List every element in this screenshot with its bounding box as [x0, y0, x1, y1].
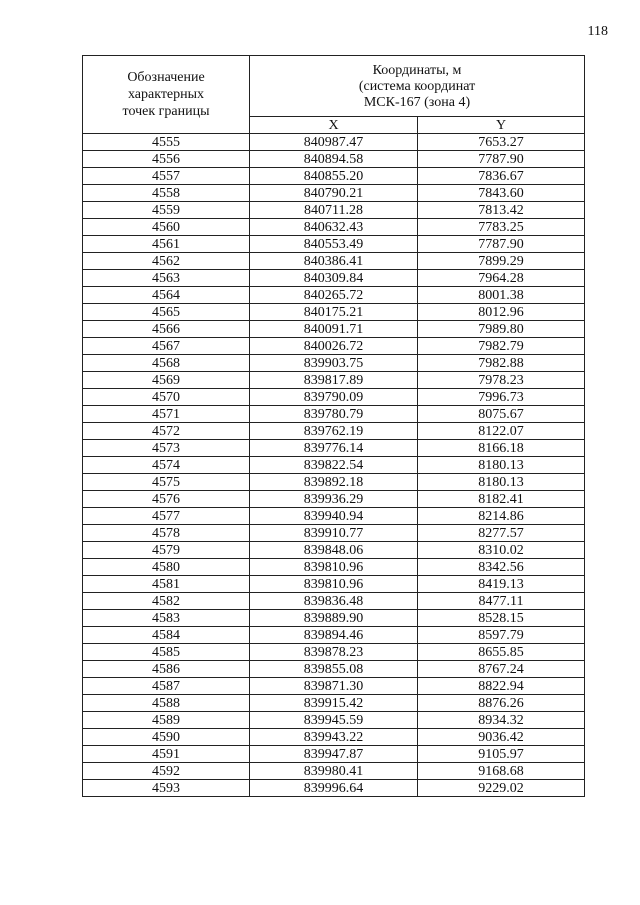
- point-number-cell: 4570: [83, 389, 250, 406]
- x-coordinate-cell: 839980.41: [250, 763, 418, 780]
- point-number-cell: 4581: [83, 576, 250, 593]
- y-coordinate-cell: 8310.02: [418, 542, 585, 559]
- y-coordinate-cell: 9229.02: [418, 780, 585, 797]
- x-coordinate-cell: 839947.87: [250, 746, 418, 763]
- point-number-cell: 4577: [83, 508, 250, 525]
- x-coordinate-cell: 839910.77: [250, 525, 418, 542]
- x-coordinate-cell: 839855.08: [250, 661, 418, 678]
- y-coordinate-cell: 8166.18: [418, 440, 585, 457]
- y-coordinate-cell: 8001.38: [418, 287, 585, 304]
- table-row: [83, 508, 585, 525]
- point-number-cell: 4566: [83, 321, 250, 338]
- point-number-cell: 4555: [83, 134, 250, 151]
- coordinates-header: [250, 56, 585, 117]
- y-coordinate-cell: 7653.27: [418, 134, 585, 151]
- point-number-cell: 4569: [83, 372, 250, 389]
- table-row: [83, 151, 585, 168]
- coords-label-line-3: МСК-167 (зона 4): [363, 95, 471, 110]
- point-number-cell: 4588: [83, 695, 250, 712]
- y-coordinate-cell: 8075.67: [418, 406, 585, 423]
- x-coordinate-cell: 839871.30: [250, 678, 418, 695]
- x-coordinate-cell: 839836.48: [250, 593, 418, 610]
- x-coordinate-cell: 840553.49: [250, 236, 418, 253]
- x-coordinate-cell: 840790.21: [250, 185, 418, 202]
- point-number-cell: 4558: [83, 185, 250, 202]
- x-coordinate-cell: 839762.19: [250, 423, 418, 440]
- table-row: [83, 270, 585, 287]
- x-coordinate-cell: 839878.23: [250, 644, 418, 661]
- x-coordinate-cell: 839894.46: [250, 627, 418, 644]
- col-x-header: X: [250, 117, 418, 134]
- y-coordinate-cell: 7989.80: [418, 321, 585, 338]
- point-number-cell: 4590: [83, 729, 250, 746]
- table-row: [83, 338, 585, 355]
- coords-label-line-1: Координаты, м: [372, 63, 462, 78]
- table-row: [83, 678, 585, 695]
- x-coordinate-cell: 839915.42: [250, 695, 418, 712]
- y-coordinate-cell: 8528.15: [418, 610, 585, 627]
- x-coordinate-cell: 840309.84: [250, 270, 418, 287]
- point-number-cell: 4582: [83, 593, 250, 610]
- x-coordinate-cell: 839776.14: [250, 440, 418, 457]
- x-coordinate-cell: 840386.41: [250, 253, 418, 270]
- col-y-header: Y: [418, 117, 585, 134]
- table-row: [83, 304, 585, 321]
- x-coordinate-cell: 839945.59: [250, 712, 418, 729]
- y-coordinate-cell: 7982.88: [418, 355, 585, 372]
- point-label-line-3: точек границы: [122, 104, 210, 119]
- x-coordinate-cell: 840265.72: [250, 287, 418, 304]
- point-label-line-2: характерных: [127, 87, 205, 102]
- table-row: [83, 576, 585, 593]
- y-coordinate-cell: 7836.67: [418, 168, 585, 185]
- y-coordinate-cell: 8012.96: [418, 304, 585, 321]
- y-coordinate-cell: 8214.86: [418, 508, 585, 525]
- point-number-cell: 4587: [83, 678, 250, 695]
- x-coordinate-cell: 840711.28: [250, 202, 418, 219]
- y-coordinate-cell: 7982.79: [418, 338, 585, 355]
- table-row: [83, 627, 585, 644]
- y-coordinate-cell: 7964.28: [418, 270, 585, 287]
- x-coordinate-cell: 839940.94: [250, 508, 418, 525]
- x-coordinate-cell: 839903.75: [250, 355, 418, 372]
- point-number-cell: 4575: [83, 474, 250, 491]
- y-coordinate-cell: 9036.42: [418, 729, 585, 746]
- point-number-cell: 4565: [83, 304, 250, 321]
- y-coordinate-cell: 8277.57: [418, 525, 585, 542]
- table-row: [83, 491, 585, 508]
- point-number-cell: 4557: [83, 168, 250, 185]
- point-number-cell: 4584: [83, 627, 250, 644]
- table-row: [83, 695, 585, 712]
- y-coordinate-cell: 9168.68: [418, 763, 585, 780]
- table-row: [83, 168, 585, 185]
- x-coordinate-cell: 839780.79: [250, 406, 418, 423]
- point-number-cell: 4573: [83, 440, 250, 457]
- point-number-cell: 4568: [83, 355, 250, 372]
- table-row: [83, 406, 585, 423]
- y-coordinate-cell: 7996.73: [418, 389, 585, 406]
- table-body: [83, 134, 585, 797]
- point-number-cell: 4563: [83, 270, 250, 287]
- table-row: [83, 372, 585, 389]
- x-coordinate-cell: 839889.90: [250, 610, 418, 627]
- y-coordinate-cell: 8767.24: [418, 661, 585, 678]
- table-row: [83, 610, 585, 627]
- point-number-cell: 4556: [83, 151, 250, 168]
- point-number-cell: 4580: [83, 559, 250, 576]
- x-coordinate-cell: 839996.64: [250, 780, 418, 797]
- x-coordinate-cell: 840091.71: [250, 321, 418, 338]
- table-header: [83, 56, 585, 134]
- x-coordinate-cell: 839892.18: [250, 474, 418, 491]
- table-row: [83, 287, 585, 304]
- x-coordinate-cell: 840632.43: [250, 219, 418, 236]
- x-coordinate-cell: 840855.20: [250, 168, 418, 185]
- point-number-cell: 4574: [83, 457, 250, 474]
- x-coordinate-cell: 839822.54: [250, 457, 418, 474]
- coordinates-table: [82, 55, 585, 797]
- table-row: [83, 236, 585, 253]
- point-number-cell: 4560: [83, 219, 250, 236]
- point-number-cell: 4571: [83, 406, 250, 423]
- x-coordinate-cell: 840175.21: [250, 304, 418, 321]
- point-number-cell: 4559: [83, 202, 250, 219]
- y-coordinate-cell: 7787.90: [418, 151, 585, 168]
- point-label-line-1: Обозначение: [127, 70, 205, 85]
- table-row: [83, 457, 585, 474]
- x-coordinate-cell: 840987.47: [250, 134, 418, 151]
- y-coordinate-cell: 8180.13: [418, 457, 585, 474]
- y-coordinate-cell: 8822.94: [418, 678, 585, 695]
- point-number-cell: 4591: [83, 746, 250, 763]
- table-row: [83, 219, 585, 236]
- table-row: [83, 423, 585, 440]
- x-coordinate-cell: 839943.22: [250, 729, 418, 746]
- y-coordinate-cell: 8180.13: [418, 474, 585, 491]
- x-coordinate-cell: 839810.96: [250, 576, 418, 593]
- point-number-cell: 4579: [83, 542, 250, 559]
- point-number-cell: 4585: [83, 644, 250, 661]
- table-row: [83, 780, 585, 797]
- y-coordinate-cell: 7978.23: [418, 372, 585, 389]
- y-coordinate-cell: 8419.13: [418, 576, 585, 593]
- table-row: [83, 661, 585, 678]
- point-number-cell: 4589: [83, 712, 250, 729]
- table-row: [83, 474, 585, 491]
- y-coordinate-cell: 8876.26: [418, 695, 585, 712]
- coords-label-line-2: (система координат: [358, 79, 476, 94]
- point-designation-header: [83, 56, 250, 134]
- point-number-cell: 4561: [83, 236, 250, 253]
- table-row: [83, 729, 585, 746]
- table-row: [83, 712, 585, 729]
- point-number-cell: 4576: [83, 491, 250, 508]
- table-row: [83, 389, 585, 406]
- y-coordinate-cell: 8182.41: [418, 491, 585, 508]
- table-row: [83, 440, 585, 457]
- table-row: [83, 134, 585, 151]
- point-number-cell: 4583: [83, 610, 250, 627]
- x-coordinate-cell: 840026.72: [250, 338, 418, 355]
- x-coordinate-cell: 839790.09: [250, 389, 418, 406]
- table-row: [83, 321, 585, 338]
- point-number-cell: 4567: [83, 338, 250, 355]
- table-row: [83, 746, 585, 763]
- point-number-cell: 4564: [83, 287, 250, 304]
- point-number-cell: 4578: [83, 525, 250, 542]
- point-number-cell: 4572: [83, 423, 250, 440]
- y-coordinate-cell: 7813.42: [418, 202, 585, 219]
- y-coordinate-cell: 7843.60: [418, 185, 585, 202]
- table-row: [83, 185, 585, 202]
- y-coordinate-cell: 7787.90: [418, 236, 585, 253]
- x-coordinate-cell: 839817.89: [250, 372, 418, 389]
- y-coordinate-cell: 7783.25: [418, 219, 585, 236]
- point-number-cell: 4592: [83, 763, 250, 780]
- table-row: [83, 593, 585, 610]
- y-coordinate-cell: 8122.07: [418, 423, 585, 440]
- table-row: [83, 202, 585, 219]
- table-row: [83, 559, 585, 576]
- table-row: [83, 763, 585, 780]
- table-row: [83, 355, 585, 372]
- x-coordinate-cell: 839848.06: [250, 542, 418, 559]
- y-coordinate-cell: 7899.29: [418, 253, 585, 270]
- point-number-cell: 4586: [83, 661, 250, 678]
- point-number-cell: 4593: [83, 780, 250, 797]
- y-coordinate-cell: 8477.11: [418, 593, 585, 610]
- y-coordinate-cell: 8934.32: [418, 712, 585, 729]
- x-coordinate-cell: 839810.96: [250, 559, 418, 576]
- page-number: 118: [587, 24, 608, 39]
- y-coordinate-cell: 9105.97: [418, 746, 585, 763]
- y-coordinate-cell: 8655.85: [418, 644, 585, 661]
- table-row: [83, 253, 585, 270]
- table-row: [83, 525, 585, 542]
- y-coordinate-cell: 8597.79: [418, 627, 585, 644]
- point-number-cell: 4562: [83, 253, 250, 270]
- y-coordinate-cell: 8342.56: [418, 559, 585, 576]
- table-row: [83, 542, 585, 559]
- table-row: [83, 644, 585, 661]
- x-coordinate-cell: 839936.29: [250, 491, 418, 508]
- x-coordinate-cell: 840894.58: [250, 151, 418, 168]
